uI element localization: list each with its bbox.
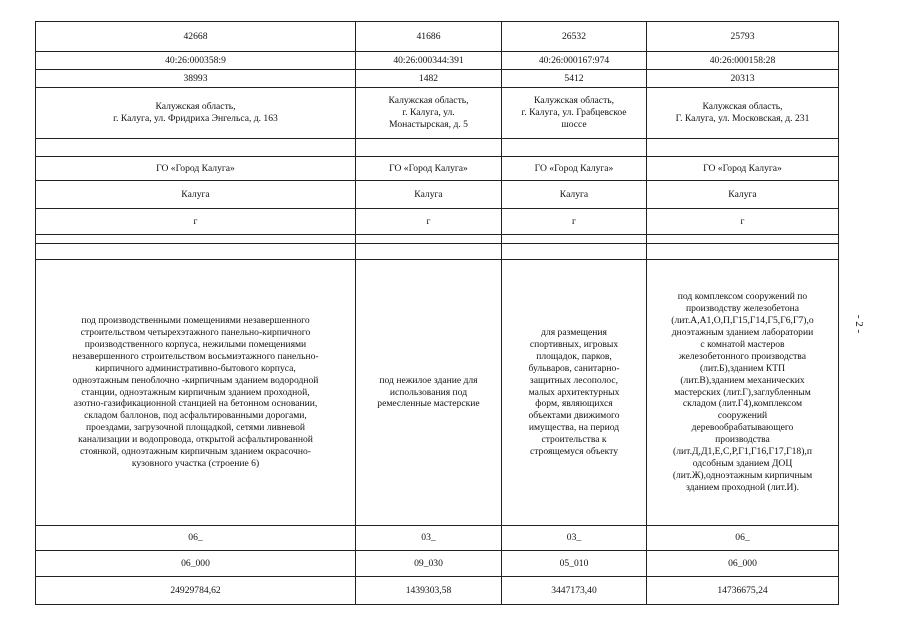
table-cell	[502, 244, 647, 260]
table-cell	[36, 139, 356, 157]
area-row	[36, 70, 839, 88]
table-cell: 40:26:000158:28	[647, 52, 839, 70]
table-cell	[356, 139, 502, 157]
table-cell: Калужская область, г. Калуга, ул. Монастырская, д. 5	[356, 88, 502, 139]
empty-row	[36, 244, 839, 260]
table-cell: 42668	[36, 22, 356, 52]
table-cell: г	[356, 209, 502, 235]
municipality-row	[36, 157, 839, 181]
table-cell: г	[647, 209, 839, 235]
table-cell: Калужская область, Г. Калуга, ул. Московская, д. 231	[647, 88, 839, 139]
locality-type-row	[36, 209, 839, 235]
table-cell: ГО «Город Калуга»	[36, 157, 356, 181]
table-cell: 20313	[647, 70, 839, 88]
table-cell: под комплексом сооружений по производству железобетона (лит.А,А1,О,П,Г15,Г14,Г5,Г6,Г7),о дноэтажным зданием лаборатории с комнатой мастеров железобетонного производства (лит.Б),зданием КТП (лит.В),зданием механических мастерских (лит.Г),заглубленным складом (лит.Г4),комплексом сооружений деревообрабатывающего производства (лит.Д,Д1,Е,С,Р,Г1,Г16,Г17,Г18),п одсобным зданием ДОЦ (лит.Ж),одноэтажным кирпичным зданием проходной (лит.И).	[647, 260, 839, 526]
table-cell: 40:26:000344:391	[356, 52, 502, 70]
table-cell: Калуга	[356, 181, 502, 209]
table-cell: г	[36, 209, 356, 235]
address-row	[36, 88, 839, 139]
table-cell: 25793	[647, 22, 839, 52]
table-cell	[502, 235, 647, 244]
table-cell: Калужская область, г. Калуга, ул. Фридриха Энгельса, д. 163	[36, 88, 356, 139]
table-cell: 40:26:000167:974	[502, 52, 647, 70]
table-cell: 03_	[502, 526, 647, 551]
table-cell: г	[502, 209, 647, 235]
table-cell: 41686	[356, 22, 502, 52]
number-row	[36, 22, 839, 52]
table-cell: 40:26:000358:9	[36, 52, 356, 70]
table-cell	[36, 244, 356, 260]
table-cell: Калуга	[502, 181, 647, 209]
table-cell	[356, 235, 502, 244]
table-cell	[647, 235, 839, 244]
table-cell	[36, 235, 356, 244]
table-cell: 05_010	[502, 551, 647, 577]
empty-row	[36, 139, 839, 157]
category-code-row	[36, 526, 839, 551]
table-cell: Калуга	[36, 181, 356, 209]
page-number: - 2 -	[853, 314, 866, 334]
empty-row	[36, 235, 839, 244]
table-cell: 06_000	[647, 551, 839, 577]
table-cell	[502, 139, 647, 157]
table-cell: 06_	[647, 526, 839, 551]
table-cell: 3447173,40	[502, 577, 647, 605]
table-cell: 5412	[502, 70, 647, 88]
table-cell: для размещения спортивных, игровых площадок, парков, бульваров, санитарно- защитных лесополос, малых архитектурных форм, являющихся объектами движимого имущества, на период строительства к строящемуся объекту	[502, 260, 647, 526]
table-cell: 09_030	[356, 551, 502, 577]
usage-code-row	[36, 551, 839, 577]
table-cell: Калуга	[647, 181, 839, 209]
table-cell: 26532	[502, 22, 647, 52]
purpose-row	[36, 260, 839, 526]
table-cell	[647, 139, 839, 157]
table-cell: 06_000	[36, 551, 356, 577]
table-cell: 14736675,24	[647, 577, 839, 605]
table-cell: 03_	[356, 526, 502, 551]
table-cell: 24929784,62	[36, 577, 356, 605]
table-cell: под нежилое здание для использования под ремесленные мастерские	[356, 260, 502, 526]
table-cell: ГО «Город Калуга»	[647, 157, 839, 181]
table-cell	[647, 244, 839, 260]
table-cell: Калужская область, г. Калуга, ул. Грабцевское шоссе	[502, 88, 647, 139]
table-cell: ГО «Город Калуга»	[502, 157, 647, 181]
table-cell: 06_	[36, 526, 356, 551]
cadastral-data-table	[35, 21, 839, 605]
cadastral-number-row	[36, 52, 839, 70]
table-cell: 1439303,58	[356, 577, 502, 605]
value-row	[36, 577, 839, 605]
table-cell	[356, 244, 502, 260]
table-cell: 38993	[36, 70, 356, 88]
table-cell: под производственными помещениями незавершенного строительством четырехэтажного панельно-кирпичного производственного корпуса, нежилыми помещениями незавершенного строительством восьмиэтажного панельно- кирпичного административно-бытового корпуса, одноэтажным пеноблочно -кирпичным зданием водородной станции, одноэтажным кирпичным зданием проходной, азотно-газификационной станцией на бетонном основании, складом баллонов, под асфальтированными дорогами, проездами, загрузочной площадкой, сетями ливневой канализации и водопровода, открытой асфальтированной стоянкой, одноэтажным кирпичным зданием окрасочно- кузовного участка (строение 6)	[36, 260, 356, 526]
table-cell: 1482	[356, 70, 502, 88]
city-row	[36, 181, 839, 209]
table-cell: ГО «Город Калуга»	[356, 157, 502, 181]
